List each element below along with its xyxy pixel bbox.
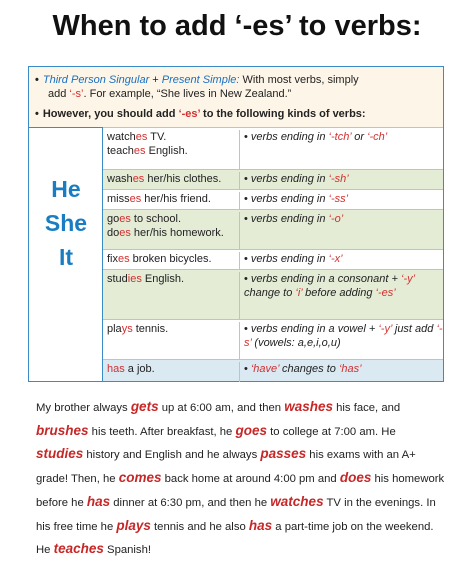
text-part: English. bbox=[141, 273, 185, 285]
pronoun-column bbox=[29, 127, 103, 381]
highlight-part: has bbox=[107, 363, 125, 375]
highlighted-verb: has bbox=[86, 493, 111, 509]
bullet: • bbox=[244, 131, 248, 143]
text-part: a job. bbox=[124, 363, 155, 375]
paragraph-text: tennis and he also bbox=[150, 520, 249, 533]
rule-cell bbox=[239, 362, 444, 382]
bullet: • bbox=[244, 173, 248, 185]
table-row bbox=[103, 189, 443, 209]
highlight-part: es bbox=[132, 173, 145, 185]
highlight-part: ‘has’ bbox=[338, 363, 362, 375]
paragraph-text: Spanish! bbox=[103, 544, 151, 557]
paragraph-text: back home at around 4:00 pm and bbox=[161, 473, 340, 486]
text-part: teach bbox=[107, 145, 134, 157]
pronoun-it: It bbox=[58, 244, 74, 270]
text-part: before adding bbox=[302, 287, 376, 299]
table-row bbox=[103, 249, 443, 269]
text-part: English. bbox=[145, 145, 188, 157]
highlight-part: ies bbox=[127, 273, 142, 285]
table-row bbox=[103, 209, 443, 249]
highlighted-verb: brushes bbox=[36, 422, 89, 438]
rule-cell bbox=[239, 272, 444, 320]
grammar-table bbox=[28, 66, 444, 382]
intro-text-2: add bbox=[48, 88, 70, 100]
table-row bbox=[103, 269, 443, 319]
paragraph-text: history and English and he always bbox=[83, 449, 261, 462]
highlighted-verb: has bbox=[248, 517, 273, 533]
highlight-part: ‘have’ bbox=[250, 363, 279, 375]
highlighted-verb: washes bbox=[284, 399, 333, 414]
highlighted-verb: watches bbox=[270, 493, 324, 509]
highlight-part: ‘-sh’ bbox=[328, 173, 349, 185]
text-part: watch bbox=[107, 131, 136, 143]
text-part: do bbox=[107, 227, 120, 239]
text-part: TV. bbox=[147, 131, 167, 143]
bullet: • bbox=[244, 213, 248, 225]
text-part: changes to bbox=[279, 363, 339, 375]
bullet: • bbox=[244, 193, 248, 205]
text-part: her/his clothes. bbox=[144, 173, 222, 185]
text-part: verbs ending in a consonant + bbox=[250, 273, 401, 285]
bullet: • bbox=[244, 273, 248, 285]
text-part: verbs ending in bbox=[250, 253, 329, 265]
table-row bbox=[103, 169, 443, 189]
highlighted-verb: plays bbox=[116, 517, 151, 533]
example-cell bbox=[107, 272, 233, 286]
text-part: verbs ending in bbox=[250, 173, 329, 185]
intro-es: ‘-es’ bbox=[178, 108, 200, 120]
highlighted-verb: comes bbox=[118, 470, 162, 486]
highlight-part: ‘-y’ bbox=[378, 323, 392, 335]
highlighted-verb: gets bbox=[130, 399, 159, 414]
example-cell bbox=[107, 172, 233, 186]
pronoun-she: She bbox=[44, 210, 88, 236]
highlight-part: es bbox=[119, 227, 131, 239]
highlight-part: ‘-o’ bbox=[328, 213, 344, 225]
rule-cell bbox=[239, 192, 444, 210]
rule-cell bbox=[239, 130, 444, 170]
page-title: When to add ‘-es’ to verbs: bbox=[52, 10, 422, 42]
text-part: tennis. bbox=[132, 323, 169, 335]
bullet: • bbox=[244, 363, 248, 375]
highlight-part: ‘i’ bbox=[295, 287, 303, 299]
text-part: verbs ending in bbox=[250, 213, 329, 225]
intro-plus: + bbox=[149, 74, 162, 86]
example-cell bbox=[107, 252, 233, 266]
paragraph-text: to college at 7:00 am. He bbox=[267, 425, 396, 438]
paragraph-text: his face, and bbox=[332, 402, 401, 414]
text-part: go bbox=[107, 213, 120, 225]
text-part: her/his friend. bbox=[141, 193, 211, 205]
bullet: • bbox=[244, 253, 248, 265]
highlighted-verb: goes bbox=[235, 422, 267, 438]
text-part: just add bbox=[391, 323, 437, 335]
intro-text-3: However, you should add bbox=[42, 108, 179, 120]
paragraph-text: TV in the evenings. In his free time he bbox=[36, 496, 436, 533]
intro-text: With most verbs, simply bbox=[239, 74, 359, 86]
bullet: • bbox=[244, 323, 248, 335]
bullet: • bbox=[35, 108, 39, 120]
paragraph-text: a part-time job on the weekend. He bbox=[36, 520, 434, 557]
paragraph-text: his exams with an A+ grade! Then, he bbox=[36, 449, 416, 486]
intro-line-3 bbox=[35, 107, 366, 121]
table-row bbox=[103, 127, 443, 169]
text-part: change to bbox=[244, 287, 296, 299]
example-cell bbox=[107, 212, 233, 240]
highlighted-verb: does bbox=[339, 470, 372, 486]
rule-cell bbox=[239, 322, 444, 360]
rule-cell bbox=[239, 172, 444, 190]
text-part: pla bbox=[107, 323, 122, 335]
example-cell bbox=[107, 192, 233, 206]
rule-cell bbox=[239, 212, 444, 250]
paragraph-text: up at 6:00 am, and then bbox=[158, 402, 285, 414]
highlight-part: ‘-y’ bbox=[401, 273, 415, 285]
table-row bbox=[103, 319, 443, 359]
text-part: stud bbox=[107, 273, 128, 285]
highlight-part: es bbox=[129, 193, 142, 205]
example-paragraph bbox=[36, 396, 446, 562]
paragraph-text: dinner at 6:30 pm, and then he bbox=[110, 496, 271, 509]
text-part: verbs ending in a vowel + bbox=[250, 323, 379, 335]
highlighted-verb: teaches bbox=[53, 541, 104, 557]
highlighted-verb: studies bbox=[36, 446, 84, 462]
highlight-part: ‘-x’ bbox=[328, 253, 343, 265]
text-part: or bbox=[351, 131, 368, 143]
highlighted-verb: passes bbox=[260, 446, 307, 462]
text-part: verbs ending in bbox=[250, 193, 329, 205]
text-part: her/his homework. bbox=[130, 227, 224, 239]
paragraph-text: his homework before he bbox=[36, 473, 445, 509]
example-cell bbox=[107, 130, 233, 158]
highlight-part: ‘-ss’ bbox=[328, 193, 349, 205]
example-cell bbox=[107, 362, 233, 376]
highlight-part: es bbox=[133, 145, 146, 157]
highlight-part: es bbox=[118, 253, 130, 265]
intro-text-4: to the following kinds of verbs: bbox=[199, 108, 366, 120]
rule-cell bbox=[239, 252, 444, 270]
text-part: fix bbox=[107, 253, 118, 265]
text-part: wash bbox=[107, 173, 133, 185]
highlight-part: ‘-ch’ bbox=[367, 131, 388, 143]
text-part: verbs ending in bbox=[250, 131, 329, 143]
intro-notes bbox=[29, 67, 443, 127]
intro-line-1 bbox=[35, 73, 359, 87]
intro-term-2: Present Simple: bbox=[161, 74, 240, 86]
highlight-part: ys bbox=[121, 323, 133, 335]
text-part: to school. bbox=[130, 213, 182, 225]
table-row bbox=[103, 359, 443, 381]
intro-term: Third Person Singular bbox=[42, 74, 150, 86]
example-cell bbox=[107, 322, 233, 336]
text-part: (vowels: a,e,i,o,u) bbox=[251, 337, 341, 349]
bullet: • bbox=[35, 74, 39, 86]
intro-example: . For example, “She lives in New Zealand.” bbox=[83, 88, 292, 100]
intro-s: ‘-s’ bbox=[69, 88, 84, 100]
pronoun-he: He bbox=[51, 176, 81, 202]
highlight-part: es bbox=[135, 131, 148, 143]
highlight-part: es bbox=[119, 213, 131, 225]
highlight-part: ‘-es’ bbox=[375, 287, 396, 299]
highlight-part: ‘-tch’ bbox=[328, 131, 352, 143]
paragraph-text: his teeth. After breakfast, he bbox=[88, 425, 236, 438]
text-part: miss bbox=[107, 193, 130, 205]
paragraph-text: My brother always bbox=[36, 402, 131, 414]
highlight-part: ‘-s’ bbox=[244, 323, 443, 349]
intro-line-2 bbox=[48, 87, 291, 101]
text-part: broken bicycles. bbox=[129, 253, 212, 265]
